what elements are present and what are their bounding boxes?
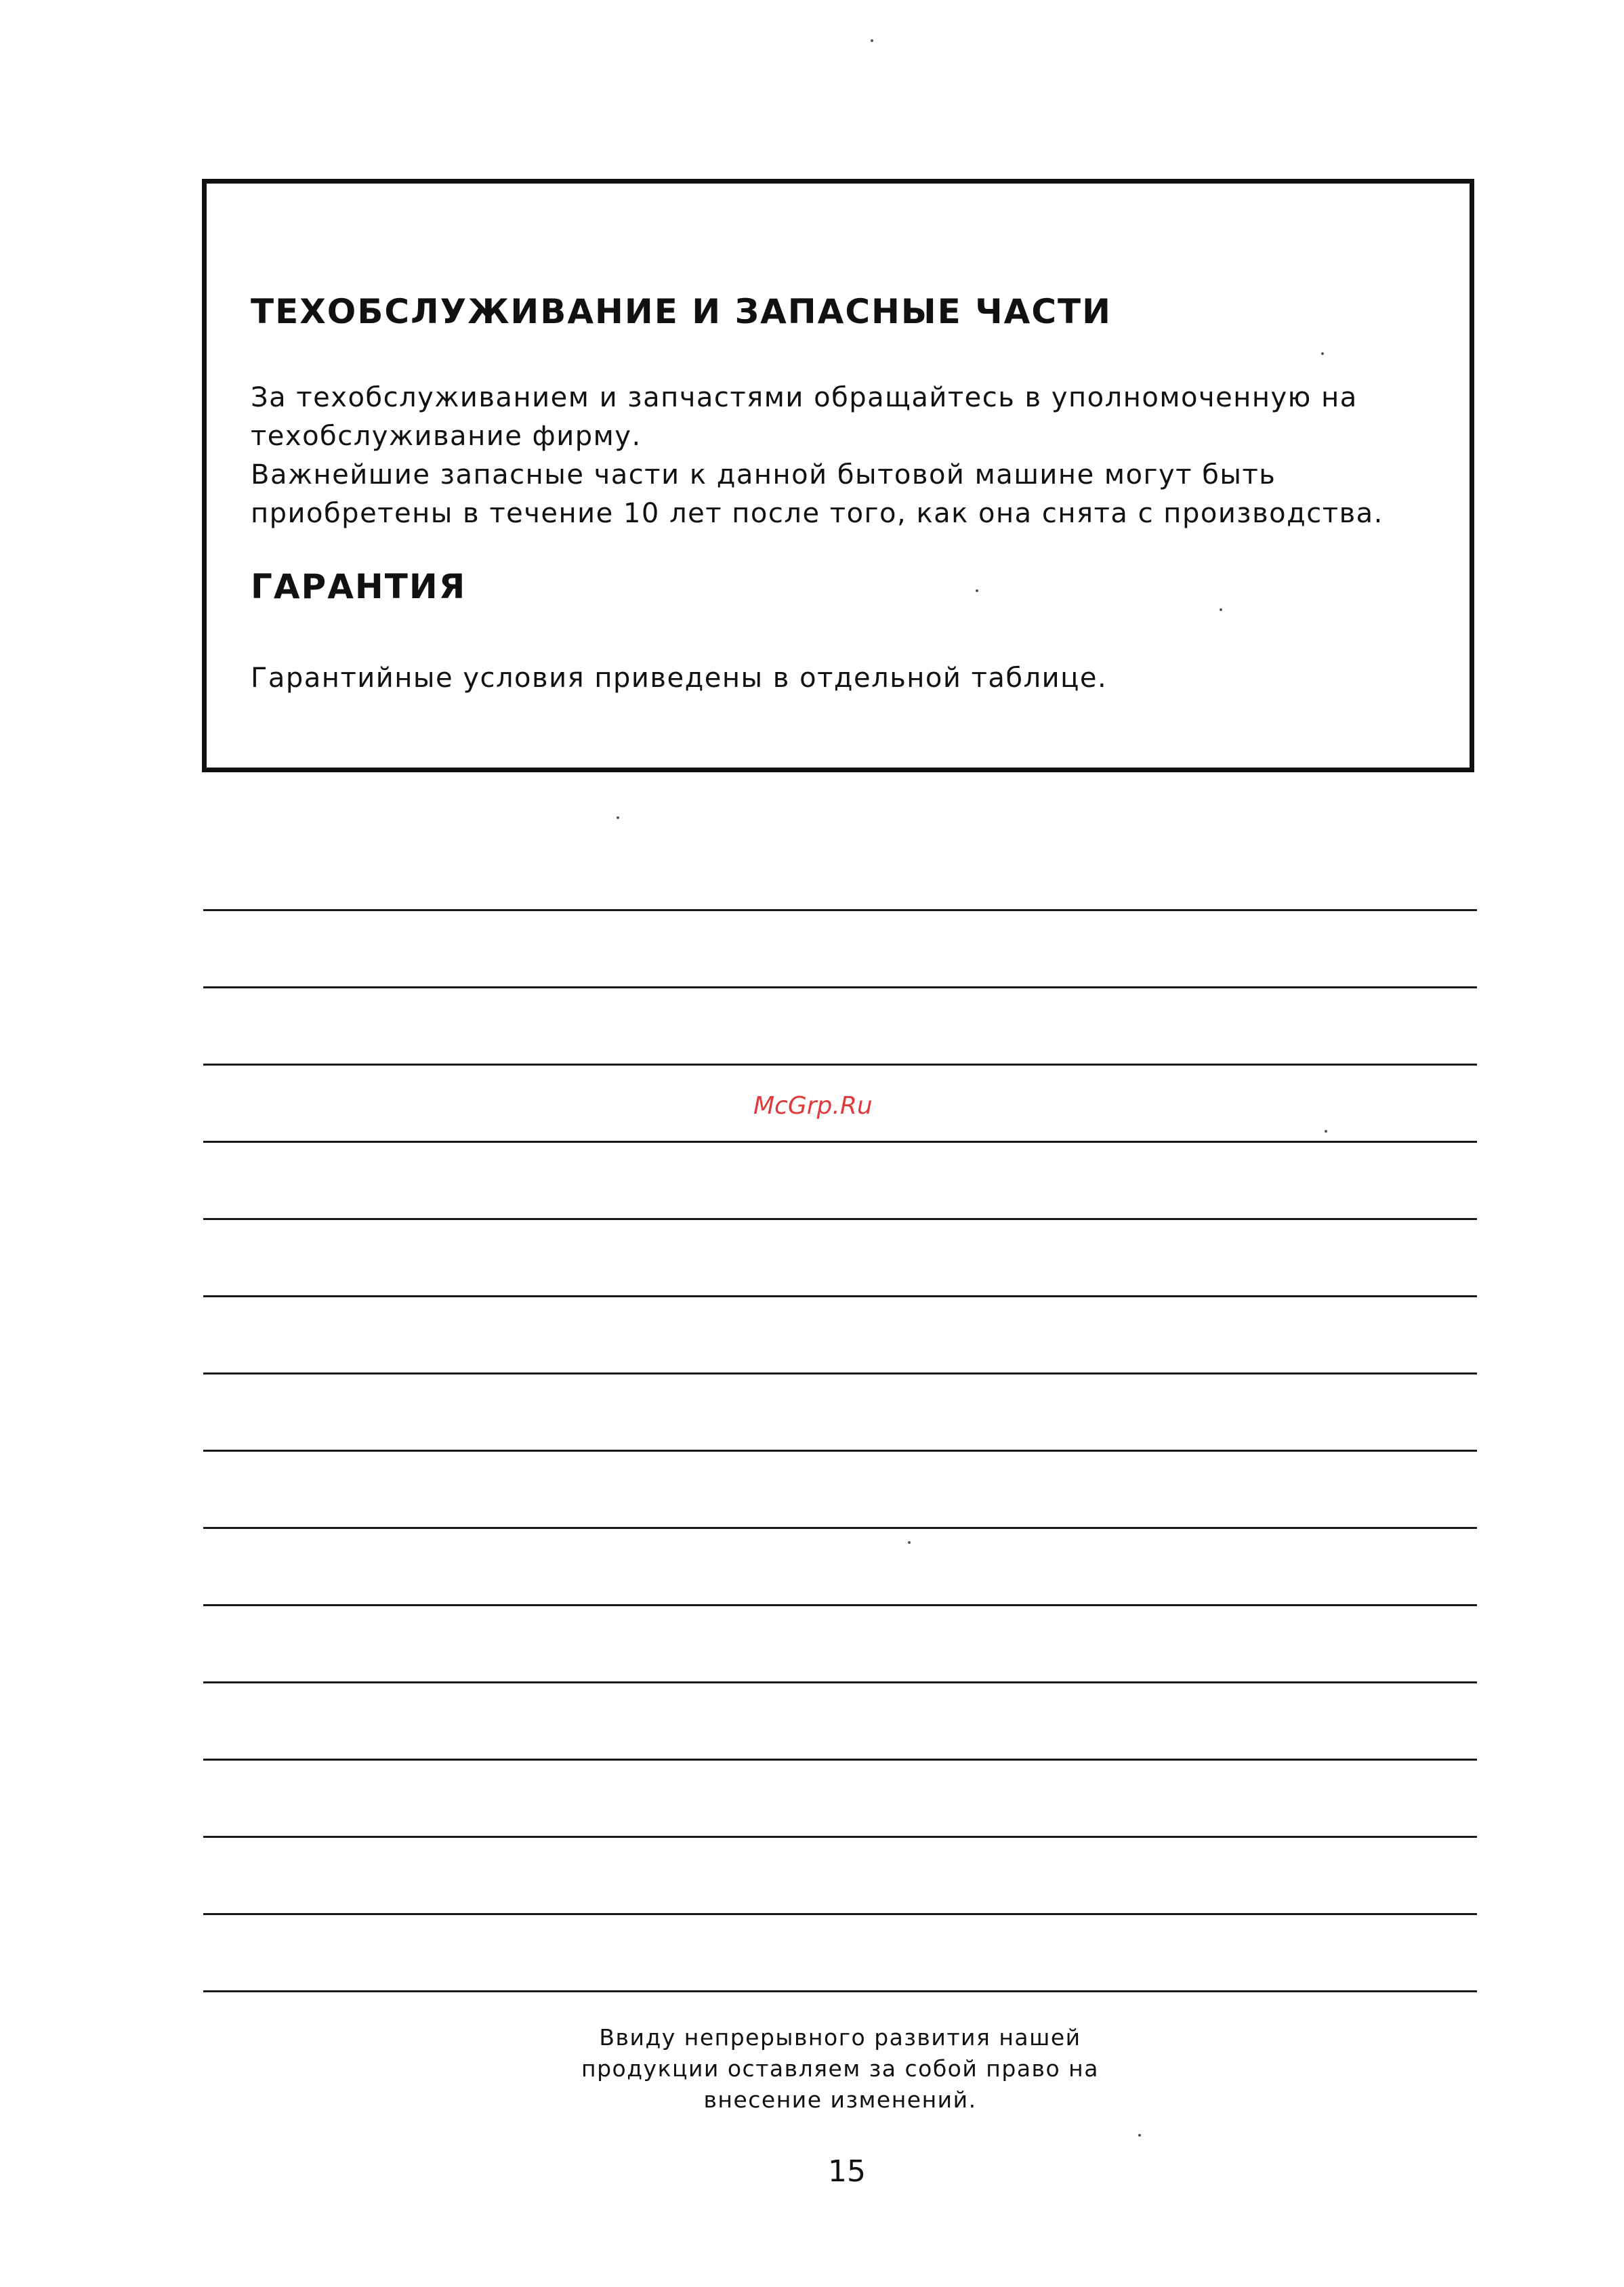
note-line (203, 1759, 1477, 1761)
service-text-line: За техобслуживанием и запчастями обращайтесь в уполномоченную на (251, 382, 1358, 413)
footer-note-line: продукции оставляем за собой право на (581, 2055, 1099, 2082)
scan-speck (976, 589, 978, 592)
footer-note (474, 2022, 1206, 2116)
note-line (203, 1990, 1477, 1992)
scan-speck (1220, 608, 1222, 611)
note-line (203, 1527, 1477, 1529)
footer-note-line: Ввиду непрерывного развития нашей (599, 2024, 1081, 2051)
scan-speck (1321, 352, 1324, 355)
warranty-heading: ГАРАНТИЯ (251, 567, 467, 606)
scan-speck (617, 816, 619, 819)
page-number: 15 (828, 2154, 866, 2189)
note-line (203, 1913, 1477, 1915)
warranty-text: Гарантийные условия приведены в отдельной таблице. (251, 663, 1108, 694)
note-line (203, 909, 1477, 911)
note-line (203, 1372, 1477, 1375)
service-heading: ТЕХОБСЛУЖИВАНИЕ И ЗАПАСНЫЕ ЧАСТИ (251, 292, 1112, 331)
service-text-line: приобретены в течение 10 лет после того, как она снята с производства. (251, 498, 1383, 529)
note-line (203, 1064, 1477, 1066)
service-text-line: техобслуживание фирму. (251, 421, 642, 452)
scan-speck (1325, 1130, 1327, 1133)
note-line (203, 1604, 1477, 1606)
service-text (251, 379, 1383, 533)
service-info-box (202, 179, 1474, 772)
watermark: McGrp.Ru (751, 1092, 875, 1120)
footer-note-line: внесение изменений. (703, 2086, 977, 2113)
scan-speck (871, 39, 873, 42)
note-line (203, 1681, 1477, 1683)
note-line (203, 986, 1477, 988)
service-text-line: Важнейшие запасные части к данной бытовой машине могут быть (251, 459, 1276, 490)
notes-lines-area (203, 909, 1477, 2000)
scan-speck (908, 1541, 911, 1544)
note-line (203, 1141, 1477, 1143)
note-line (203, 1836, 1477, 1838)
note-line (203, 1295, 1477, 1297)
note-line (203, 1450, 1477, 1452)
note-line (203, 1218, 1477, 1220)
scan-speck (1138, 2134, 1141, 2137)
